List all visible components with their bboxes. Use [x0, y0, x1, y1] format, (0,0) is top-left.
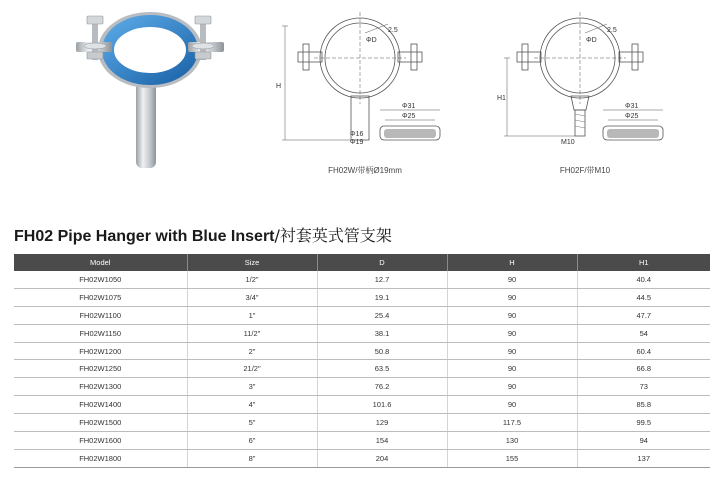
size-cell: 11/2"	[187, 324, 317, 342]
caption-fh02f: FH02F/带M10	[559, 166, 611, 175]
dim-phi16: Φ16	[350, 131, 364, 138]
size-cell: 1"	[187, 306, 317, 324]
h-cell: 155	[447, 449, 577, 467]
table-row	[14, 396, 710, 414]
size-cell: 2"	[187, 342, 317, 360]
h-cell: 90	[447, 342, 577, 360]
dim-wall: 2.5	[607, 27, 617, 34]
h-cell: 90	[447, 324, 577, 342]
h1-cell: 137	[577, 449, 710, 467]
dim-phi31: Φ31	[402, 103, 416, 110]
d-cell: 101.6	[317, 396, 447, 414]
drawing-fh02w	[270, 8, 460, 158]
d-cell: 12.7	[317, 271, 447, 288]
model-cell: FH02W1250	[14, 360, 187, 378]
table-row	[14, 378, 710, 396]
table-body	[14, 271, 710, 467]
table-row	[14, 360, 710, 378]
dim-wall: 2.5	[388, 27, 398, 34]
caption-fh02w: FH02W/带柄Ø19mm	[328, 166, 402, 175]
h1-cell: 73	[577, 378, 710, 396]
dim-d: ΦD	[366, 37, 377, 44]
model-cell: FH02W1100	[14, 306, 187, 324]
dim-phi25: Φ25	[402, 113, 416, 120]
hanger-stem	[136, 78, 156, 168]
title-cn: /衬套英式管支架	[274, 226, 392, 245]
table-row	[14, 414, 710, 432]
model-cell: FH02W1300	[14, 378, 187, 396]
table-row	[14, 324, 710, 342]
d-cell: 129	[317, 414, 447, 432]
dim-phi25: Φ25	[625, 113, 639, 120]
model-cell: FH02W1200	[14, 342, 187, 360]
h1-cell: 94	[577, 432, 710, 450]
h-cell: 130	[447, 432, 577, 450]
size-cell: 21/2"	[187, 360, 317, 378]
h1-cell: 66.8	[577, 360, 710, 378]
table-row	[14, 306, 710, 324]
table-row	[14, 432, 710, 450]
d-cell: 25.4	[317, 306, 447, 324]
size-cell: 3"	[187, 378, 317, 396]
h-cell: 117.5	[447, 414, 577, 432]
d-cell: 19.1	[317, 288, 447, 306]
h1-cell: 60.4	[577, 342, 710, 360]
table-header-row	[14, 254, 710, 271]
h1-cell: 85.8	[577, 396, 710, 414]
size-cell: 5"	[187, 414, 317, 432]
h1-cell: 40.4	[577, 271, 710, 288]
h-cell: 90	[447, 378, 577, 396]
dim-h1: H1	[497, 95, 506, 102]
d-cell: 50.8	[317, 342, 447, 360]
table-row	[14, 288, 710, 306]
section-title	[14, 223, 392, 246]
h1-cell: 47.7	[577, 306, 710, 324]
dim-phi31: Φ31	[625, 103, 639, 110]
d-cell: 76.2	[317, 378, 447, 396]
size-cell: 6"	[187, 432, 317, 450]
model-cell: FH02W1500	[14, 414, 187, 432]
dim-m10: M10	[561, 139, 575, 146]
drawing-fh02f	[495, 8, 675, 158]
table-row	[14, 271, 710, 288]
size-cell: 3/4"	[187, 288, 317, 306]
size-cell: 1/2"	[187, 271, 317, 288]
dim-phi19: Φ19	[350, 139, 364, 146]
col-h: H	[447, 254, 577, 271]
h1-cell: 54	[577, 324, 710, 342]
d-cell: 154	[317, 432, 447, 450]
model-cell: FH02W1600	[14, 432, 187, 450]
d-cell: 63.5	[317, 360, 447, 378]
dim-h: H	[276, 83, 282, 90]
model-cell: FH02W1075	[14, 288, 187, 306]
col-h1: H1	[577, 254, 710, 271]
col-model: Model	[14, 254, 187, 271]
size-cell: 4"	[187, 396, 317, 414]
dim-d: ΦD	[586, 37, 597, 44]
h-cell: 90	[447, 360, 577, 378]
h-cell: 90	[447, 271, 577, 288]
h1-cell: 44.5	[577, 288, 710, 306]
col-d: D	[317, 254, 447, 271]
spec-table	[14, 254, 710, 468]
table-row	[14, 449, 710, 467]
table-row	[14, 342, 710, 360]
h1-cell: 99.5	[577, 414, 710, 432]
col-size: Size	[187, 254, 317, 271]
h-cell: 90	[447, 288, 577, 306]
model-cell: FH02W1800	[14, 449, 187, 467]
d-cell: 204	[317, 449, 447, 467]
model-cell: FH02W1400	[14, 396, 187, 414]
product-photo	[70, 8, 230, 173]
h-cell: 90	[447, 396, 577, 414]
title-en: FH02 Pipe Hanger with Blue Insert	[14, 228, 275, 245]
size-cell: 8"	[187, 449, 317, 467]
h-cell: 90	[447, 306, 577, 324]
d-cell: 38.1	[317, 324, 447, 342]
model-cell: FH02W1050	[14, 271, 187, 288]
model-cell: FH02W1150	[14, 324, 187, 342]
